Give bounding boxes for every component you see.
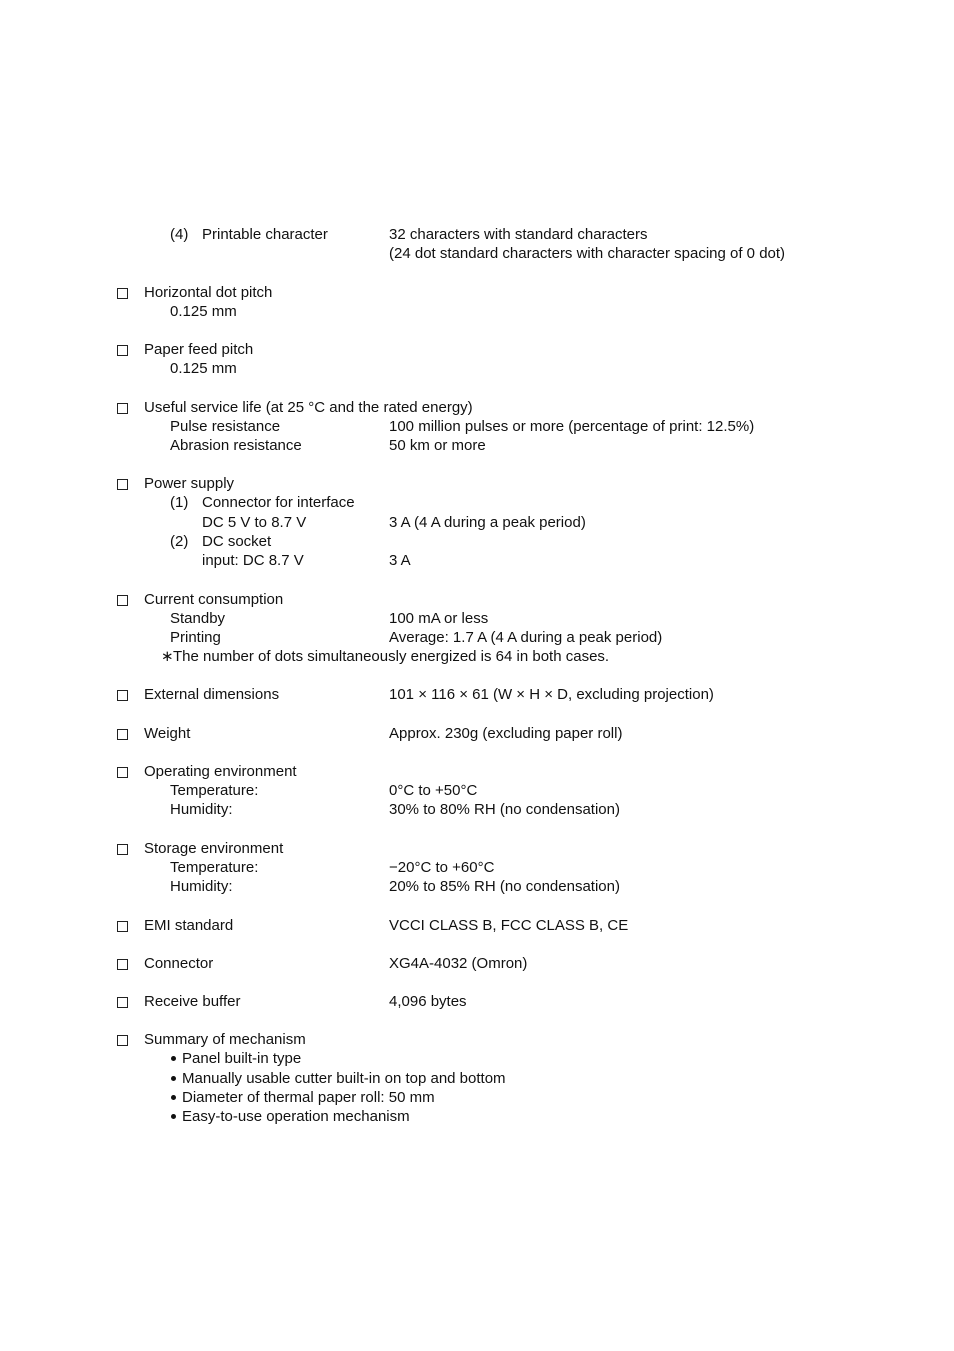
- checkbox-icon: [117, 479, 128, 490]
- power-item1-label: Connector for interface: [202, 494, 355, 511]
- emi-value: VCCI CLASS B, FCC CLASS B, CE: [389, 917, 629, 934]
- checkbox-icon: [117, 1035, 128, 1046]
- checkbox-icon: [117, 959, 128, 970]
- weight-title: Weight: [144, 725, 191, 742]
- feed-pitch-title: Paper feed pitch: [144, 341, 254, 358]
- checkbox-icon: [117, 997, 128, 1008]
- checkbox-icon: [117, 921, 128, 932]
- dot-pitch-title: Horizontal dot pitch: [144, 284, 273, 301]
- operating-env-label: Temperature:: [170, 782, 259, 799]
- current-label: Printing: [170, 629, 221, 646]
- dimensions-value: 101 × 116 × 61 (W × H × D, excluding projection): [389, 686, 714, 703]
- storage-env-title: Storage environment: [144, 840, 284, 857]
- service-life-title: Useful service life (at 25 °C and the rated energy): [144, 399, 473, 416]
- current-title: Current consumption: [144, 591, 284, 608]
- storage-env-label: Temperature:: [170, 859, 259, 876]
- bullet-icon: [171, 1114, 176, 1119]
- power-title: Power supply: [144, 475, 235, 492]
- printable-value-note: (24 dot standard characters with character spacing of 0 dot): [389, 245, 786, 262]
- storage-env-value: 20% to 85% RH (no condensation): [389, 878, 620, 895]
- buffer-value: 4,096 bytes: [389, 993, 467, 1010]
- mechanism-title: Summary of mechanism: [144, 1031, 306, 1048]
- printable-number: (4): [170, 226, 189, 243]
- operating-env-value: 30% to 80% RH (no condensation): [389, 801, 620, 818]
- power-item2-label: DC socket: [202, 533, 272, 550]
- current-value: 100 mA or less: [389, 610, 489, 627]
- connector-title: Connector: [144, 955, 214, 972]
- power-item2-value: 3 A: [389, 552, 411, 569]
- mechanism-item: Manually usable cutter built-in on top and bottom: [182, 1070, 506, 1087]
- dimensions-title: External dimensions: [144, 686, 280, 703]
- power-item1-number: (1): [170, 494, 189, 511]
- bullet-icon: [171, 1076, 176, 1081]
- operating-env-value: 0°C to +50°C: [389, 782, 478, 799]
- bullet-icon: [171, 1056, 176, 1061]
- checkbox-icon: [117, 288, 128, 299]
- checkbox-icon: [117, 729, 128, 740]
- checkbox-icon: [117, 345, 128, 356]
- printable-label: Printable character: [202, 226, 328, 243]
- operating-env-label: Humidity:: [170, 801, 233, 818]
- service-life-label: Pulse resistance: [170, 418, 281, 435]
- connector-value: XG4A-4032 (Omron): [389, 955, 528, 972]
- current-label: Standby: [170, 610, 226, 627]
- mechanism-item: Easy-to-use operation mechanism: [182, 1108, 410, 1125]
- feed-pitch-value: 0.125 mm: [170, 360, 237, 377]
- storage-env-value: −20°C to +60°C: [389, 859, 495, 876]
- checkbox-icon: [117, 767, 128, 778]
- mechanism-item: Diameter of thermal paper roll: 50 mm: [182, 1089, 435, 1106]
- checkbox-icon: [117, 844, 128, 855]
- power-item2-number: (2): [170, 533, 189, 550]
- current-note: The number of dots simultaneously energized is 64 in both cases.: [173, 648, 610, 665]
- checkbox-icon: [117, 403, 128, 414]
- storage-env-label: Humidity:: [170, 878, 233, 895]
- printable-value: 32 characters with standard characters: [389, 226, 648, 243]
- operating-env-title: Operating environment: [144, 763, 297, 780]
- buffer-title: Receive buffer: [144, 993, 241, 1010]
- weight-value: Approx. 230g (excluding paper roll): [389, 725, 623, 742]
- service-life-label: Abrasion resistance: [170, 437, 302, 454]
- dot-pitch-value: 0.125 mm: [170, 303, 237, 320]
- power-item1-value: 3 A (4 A during a peak period): [389, 514, 586, 531]
- mechanism-item: Panel built-in type: [182, 1050, 302, 1067]
- bullet-icon: [171, 1095, 176, 1100]
- service-life-value: 50 km or more: [389, 437, 486, 454]
- power-item1-sub: DC 5 V to 8.7 V: [202, 514, 307, 531]
- power-item2-sub: input: DC 8.7 V: [202, 552, 304, 569]
- emi-title: EMI standard: [144, 917, 234, 934]
- service-life-value: 100 million pulses or more (percentage of print: 12.5%): [389, 418, 755, 435]
- current-value: Average: 1.7 A (4 A during a peak period): [389, 629, 663, 646]
- asterisk-icon: ∗: [161, 648, 174, 665]
- checkbox-icon: [117, 595, 128, 606]
- checkbox-icon: [117, 690, 128, 701]
